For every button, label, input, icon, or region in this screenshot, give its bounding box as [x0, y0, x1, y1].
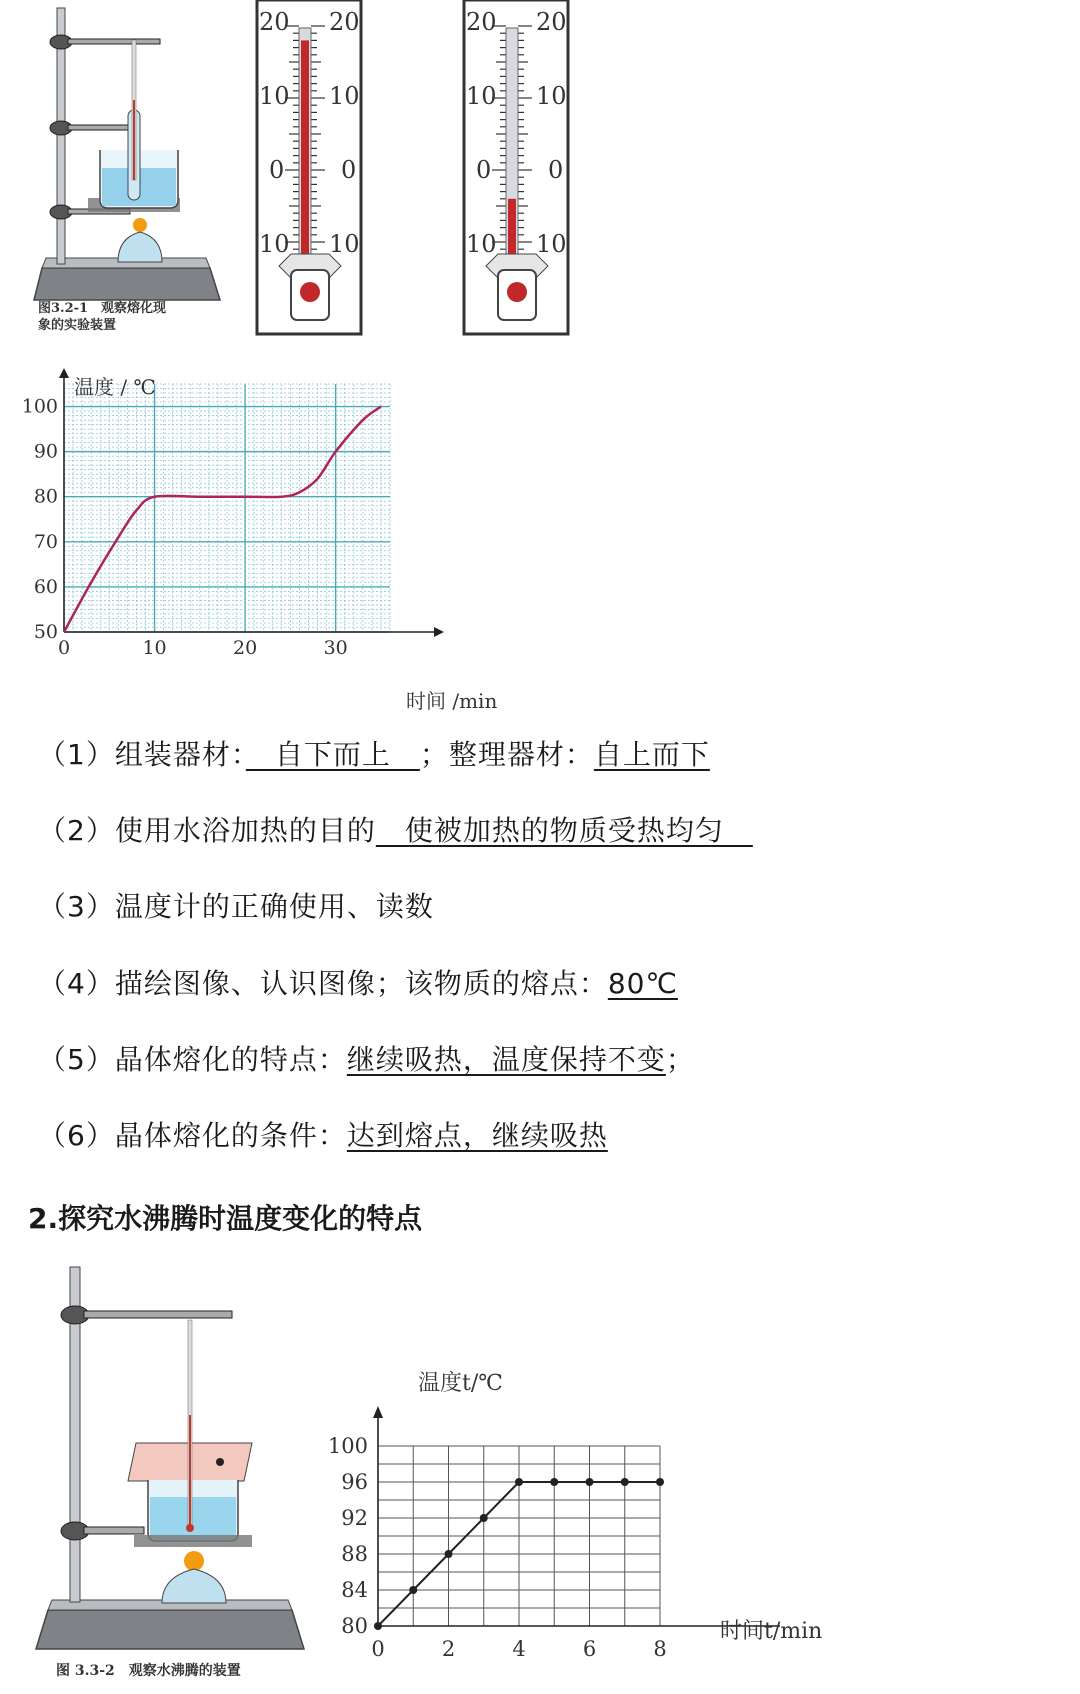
- data-point: [550, 1478, 558, 1486]
- item-4-answer: 80℃: [607, 967, 678, 1000]
- data-point: [445, 1550, 453, 1558]
- thermometer-left-label-10b: 10: [329, 82, 360, 110]
- item-4: [38, 962, 678, 1002]
- thermometer-right-label-0b: 0: [548, 156, 564, 184]
- thermometer-left-label-20b: 20: [329, 8, 360, 36]
- melting-apparatus-illustration: [30, 0, 220, 310]
- data-point: [515, 1478, 523, 1486]
- y-tick-label: 84: [341, 1578, 368, 1602]
- figure1-caption-line2: 象的实验装置: [38, 318, 117, 333]
- thermometer-right-label-0a: 0: [476, 156, 492, 184]
- data-point: [586, 1478, 594, 1486]
- item-5-suffix: ；: [665, 1043, 695, 1076]
- y-tick-label: 70: [33, 530, 58, 553]
- thermometer-left-label-0b: 0: [341, 156, 357, 184]
- item-5-prefix: （5）晶体熔化的特点：: [38, 1043, 347, 1076]
- y-tick-label: 88: [341, 1542, 368, 1566]
- x-tick-label: 8: [653, 1637, 667, 1661]
- item-1-prefix: （1）组装器材：: [38, 738, 246, 771]
- item-2: [38, 809, 753, 849]
- figure1-caption-line1: 图3.2-1 观察熔化现: [38, 301, 167, 316]
- thermometer-right-label-20a: 20: [466, 8, 497, 36]
- data-point: [656, 1478, 664, 1486]
- item-5: [38, 1038, 695, 1078]
- boiling-apparatus-illustration: [30, 1265, 310, 1660]
- item-3: [38, 885, 434, 925]
- y-tick-label: 100: [327, 1434, 368, 1458]
- item-5-answer: 继续吸热，温度保持不变: [346, 1043, 666, 1076]
- boiling-chart-xlabel: 时间t/min: [720, 1619, 823, 1644]
- x-axis-arrow: [434, 627, 444, 637]
- thermometer-left-mercury: [301, 40, 309, 282]
- boiling-chart-ylabel: 温度t/℃: [418, 1371, 503, 1396]
- thermometer-right-label-10b: 10: [536, 82, 567, 110]
- x-tick-label: 0: [57, 637, 71, 659]
- melting-chart-xlabel: 时间 /min: [406, 689, 498, 713]
- melting-curve-chart: [20, 370, 498, 715]
- y-tick-label: 60: [33, 575, 58, 598]
- boiling-apparatus-figure: [30, 1265, 310, 1690]
- item-6: [38, 1114, 608, 1154]
- melting-chart-ylabel: 温度 / ℃: [74, 375, 156, 399]
- y-tick-label: 92: [341, 1506, 368, 1530]
- thermometer-right-label-10a: 10: [466, 82, 497, 110]
- figure2-caption: 图 3.3-2 观察水沸腾的装置: [56, 1663, 241, 1679]
- thermometer-right: [462, 0, 572, 340]
- x-tick-label: 20: [233, 637, 258, 659]
- y-axis-arrow: [373, 1406, 383, 1418]
- y-tick-label: 90: [33, 440, 58, 463]
- y-tick-label: 50: [33, 621, 58, 643]
- y-tick-label: 100: [21, 395, 58, 418]
- thermometer-left-label-m10b: 10: [329, 230, 360, 258]
- data-point: [480, 1514, 488, 1522]
- x-tick-label: 0: [371, 1637, 385, 1661]
- item-1-answer2: 自上而下: [593, 738, 710, 771]
- thermometer-left-label-m10a: 10: [259, 230, 290, 258]
- melting-apparatus-figure: [30, 0, 220, 340]
- y-axis-arrow: [59, 368, 69, 378]
- thermometer-left-label-10a: 10: [259, 82, 290, 110]
- data-point: [409, 1586, 417, 1594]
- item-1-answer: 自下而上: [245, 738, 420, 771]
- item-6-answer: 达到熔点，继续吸热: [346, 1119, 608, 1152]
- data-point: [621, 1478, 629, 1486]
- item-2-prefix: （2）使用水浴加热的目的: [38, 814, 376, 847]
- x-tick-label: 6: [582, 1637, 597, 1661]
- thermometer-left: [255, 0, 365, 340]
- item-3-text: （3）温度计的正确使用、读数: [38, 890, 434, 923]
- thermometer-right-label-m10a: 10: [466, 230, 497, 258]
- x-tick-label: 4: [512, 1637, 526, 1661]
- y-tick-label: 80: [341, 1614, 368, 1638]
- item-2-answer: 使被加热的物质受热均匀: [375, 814, 753, 847]
- section-2-heading: 2.探究水沸腾时温度变化的特点: [28, 1202, 423, 1235]
- thermometer-left-label-20a: 20: [259, 8, 290, 36]
- item-4-prefix: （4）描绘图像、认识图像；该物质的熔点：: [38, 967, 608, 1000]
- item-6-prefix: （6）晶体熔化的条件：: [38, 1119, 347, 1152]
- x-tick-label: 10: [142, 637, 167, 659]
- item-1: [38, 733, 710, 773]
- y-tick-label: 96: [341, 1470, 368, 1494]
- item-1-mid: ；整理器材：: [419, 738, 594, 771]
- thermometer-right-label-20b: 20: [536, 8, 567, 36]
- thermometer-right-label-m10b: 10: [536, 230, 567, 258]
- y-tick-label: 80: [33, 485, 58, 508]
- data-point: [374, 1622, 382, 1630]
- x-tick-label: 30: [323, 637, 348, 659]
- boiling-curve-chart: [327, 1360, 830, 1690]
- thermometer-left-label-0a: 0: [269, 156, 285, 184]
- x-tick-label: 2: [441, 1637, 456, 1661]
